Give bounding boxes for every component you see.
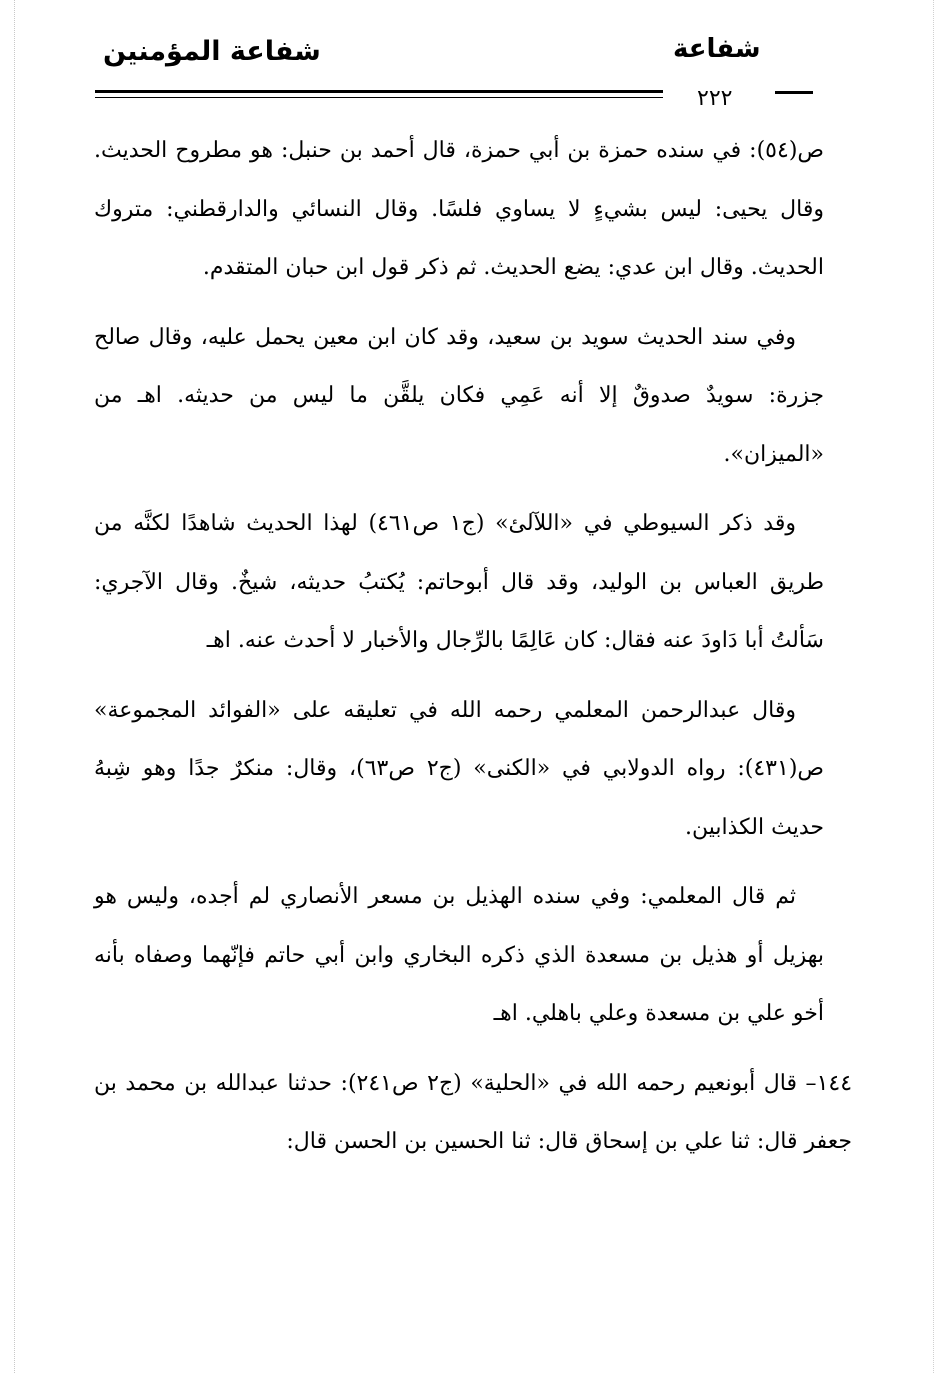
paragraph-6-numbered-hadith: ١٤٤– قال أبونعيم رحمه الله في «الحلية» (ج٢ ص٢٤١): حدثنا عبدالله بن محمد بن جعفر قال: ثنا علي بن إسحاق قال: ثنا الحسين بن الحسن قال: bbox=[94, 1070, 853, 1154]
paragraph-1: ص(٥٤): في سنده حمزة بن أبي حمزة، قال أحمد بن حنبل: هو مطروح الحديث. وقال يحيى: ليس بشيءٍ لا يساوي فلسًا. وقال النسائي والدارقطني: متروك الحديث. وقال ابن عدي: يضع الحديث. ثم ذكر قول ابن حبان المتقدم. bbox=[94, 138, 824, 280]
scan-edge-left bbox=[14, 0, 15, 1373]
page-body bbox=[94, 122, 853, 1183]
paragraph-2: وفي سند الحديث سويد بن سعيد، وقد كان ابن معين يحمل عليه، وقال صالح جزرة: سويدٌ صدوقٌ إلا أنه عَمِي فكان يلقَّن ما ليس من حديثه. اهـ من «الميزان». bbox=[94, 324, 824, 467]
book-title: شفاعة المؤمنين bbox=[103, 36, 321, 67]
paragraph-5: ثم قال المعلمي: وفي سنده الهذيل بن مسعر الأنصاري لم أجده، وليس هو بهزيل أو هذيل بن مسعدة الذي ذكره البخاري وابن أبي حاتم فإنّهما وصفاه بأنه أخو علي بن مسعدة وعلي باهلي. اهـ bbox=[94, 884, 824, 1026]
page-number: ٢٢٢ bbox=[697, 86, 733, 111]
paragraph-3: وقد ذكر السيوطي في «اللآلئ» (ج١ ص٤٦١) لهذا الحديث شاهدًا لكنَّه من طريق العباس بن الوليد، وقد قال أبوحاتم: يُكتبُ حديثه، شيخٌ. وقال الآجري: سَألتُ أبا دَاودَ عنه فقال: كان عَالِمًا بالرِّجال والأخبار لا أحدث عنه. اهـ bbox=[94, 511, 824, 653]
page-header bbox=[95, 30, 815, 110]
header-rule bbox=[95, 90, 663, 98]
header-rule-short bbox=[775, 91, 813, 94]
scan-edge-right bbox=[933, 0, 934, 1373]
paragraph-4: وقال عبدالرحمن المعلمي رحمه الله في تعليقه على «الفوائد المجموعة» ص(٤٣١): رواه الدولابي في «الكنى» (ج٢ ص٦٣)، وقال: منكرٌ جدًا وهو شِبهُ حديث الكذابين. bbox=[94, 697, 824, 840]
section-logo: شفاعة bbox=[673, 34, 761, 64]
